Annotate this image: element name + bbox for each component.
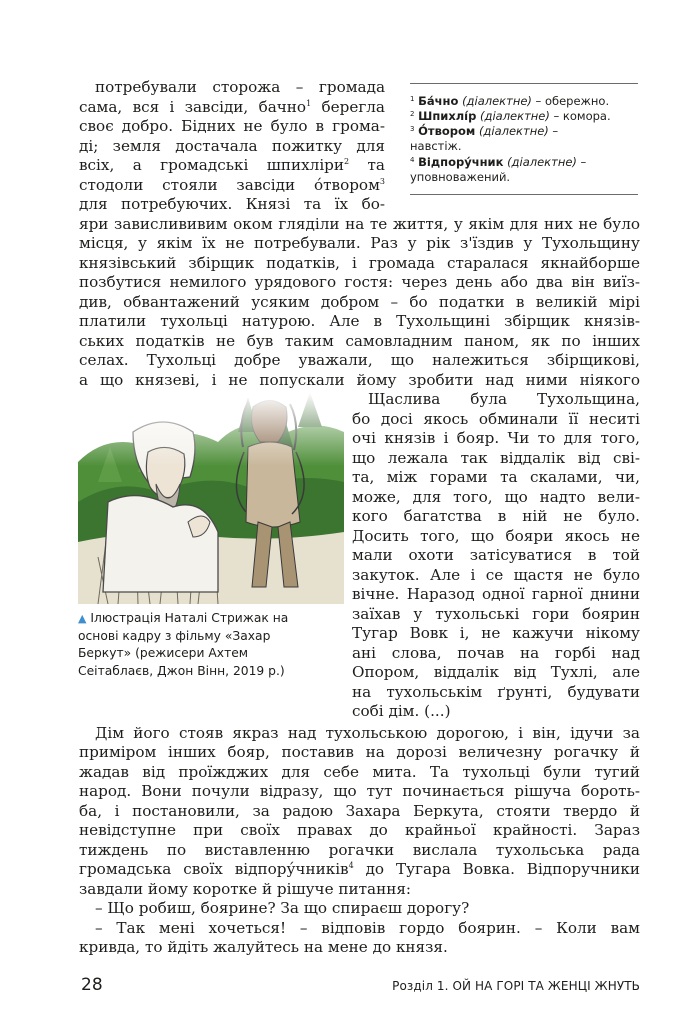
body-line: собі дім. (...) (352, 702, 451, 720)
footnote: $^2$ Шпихлі́р (діалектне) – комора. (410, 109, 611, 123)
body-line: кривда, то йдіть жалуйтесь на мене до князя. (79, 938, 448, 956)
body-line: позбутися немилого урядового гостя: через день або два він виїз- (79, 273, 640, 291)
body-line: місця, у якім їх не потребували. Раз у рік з'їздив у Тухольщину (79, 234, 640, 252)
body-line: народ. Вони почули відразу, що тут починається рішуча бороть- (79, 782, 640, 800)
body-line: потребували сторожа – громада (95, 78, 385, 96)
body-line: Щаслива була Тухольщина, (368, 390, 640, 408)
body-line: сама, вся і завсіди, бачно$^1$ берегла (79, 98, 385, 116)
body-line: громадська своїх відпору́чників$^4$ до Тугара Вовка. Відпоручники (79, 860, 640, 878)
illustration-caption (78, 610, 348, 680)
footnote-continued: навстіж. (410, 139, 462, 153)
body-line: – Так мені хочеться! – відповів гордо боярин. – Коли вам (95, 919, 640, 937)
body-line: ських податків не був таким самовладним паном, як по інших (79, 332, 640, 350)
body-line: мали охоти затісуватися в той (352, 546, 640, 564)
body-line: ані слова, почав на горбі над (352, 644, 640, 662)
footnote-continued: уповноважений. (410, 170, 511, 184)
body-line: своє добро. Бідних не було в грома- (79, 117, 385, 135)
body-line: заїхав у тухольські гори боярин (352, 605, 640, 623)
body-line: невідступне при своїх правах до крайньої крайності. Зараз (79, 821, 640, 839)
body-line: Дім його стояв якраз над тухольською дорогою, і він, ідучи за (95, 724, 640, 742)
body-line: Опором, віддалік від Тухлі, але (352, 663, 640, 681)
caption-line: Беркут» (режисери Ахтем (78, 646, 249, 661)
body-line: приміром інших бояр, поставив на дорозі величезну рогачку й (79, 743, 640, 761)
page-number: 28 (81, 975, 103, 995)
caption-line: ▲ Ілюстрація Наталі Стрижак на (78, 611, 289, 625)
body-line: яри завислививим оком глядiли на те життя, у якім для них не було (79, 215, 640, 233)
footnote: $^4$ Відпору́чник (діалектне) – (410, 155, 587, 169)
illustration-image (78, 392, 344, 604)
body-line: завдали йому коротке й рішуче питання: (79, 880, 412, 898)
body-line: селах. Тухольці добре уважали, що належиться збірщикові, (79, 351, 640, 369)
body-line: для потребуючих. Князі та їх бо- (79, 195, 385, 213)
body-line: бо досі якось обминали її неситі (352, 410, 640, 428)
body-line: закуток. Але і се щастя не було (352, 566, 640, 584)
body-line: що лежала так віддалік від сві- (352, 449, 640, 467)
body-line: а що князеві, і не попускали йому зробити над ними ніякого (79, 371, 640, 389)
body-line: на тухольськім ґрунті, будувати (352, 683, 640, 701)
body-line: – Що робиш, боярине? За що спираєш дорогу? (95, 899, 470, 917)
footnotes-box (410, 83, 638, 195)
body-line: платили тухольці натурою. Але в Тухольщині збірщик князів- (79, 312, 640, 330)
running-head: Розділ 1. ОЙ НА ГОРІ ТА ЖЕНЦІ ЖНУТЬ (392, 979, 640, 993)
footnote: $^1$ Ба́чно (діалектне) – обережно. (410, 94, 610, 108)
body-line: всіх, а громадські шпихліри$^2$ та (79, 156, 385, 174)
body-line: див, обвантажений усяким добром – бо податки в великій мірі (79, 293, 640, 311)
body-line: князівський збірщик податків, і громада старалася якнайборше (79, 254, 640, 272)
body-line: стодоли стояли завсіди о́твором$^3$ (79, 176, 385, 194)
body-line: вічне. Наразод одної гарної днини (352, 585, 640, 603)
body-line: кого багатства в ній не було. (352, 507, 640, 525)
caption-line: Сеітаблаєв, Джон Вінн, 2019 р.) (78, 663, 285, 678)
body-line: тиждень по виставленню рогачки вислала тухольська рада (79, 841, 640, 859)
footnote: $^3$ О́твором (діалектне) – (410, 124, 559, 138)
body-line: ді; земля достачала пожитку для (79, 137, 385, 155)
caption-line: основі кадру з фільму «Захар (78, 628, 271, 643)
triangle-marker-icon: ▲ (78, 612, 87, 625)
body-line: ба, і постановили, за радою Захара Беркута, стояти твердо й (79, 802, 640, 820)
illustration-drawing (78, 392, 344, 604)
body-line: Тугар Вовк і, не кажучи нікому (352, 624, 640, 642)
body-line: жадав від проїжджих для себе мита. Та тухольці були тугий (79, 763, 640, 781)
body-line: Досить того, що бояри якось не (352, 527, 640, 545)
body-line: очі князів і бояр. Чи то для того, (352, 429, 640, 447)
body-line: та, між горами та скалами, чи, (352, 468, 640, 486)
body-line: може, для того, що надто вели- (352, 488, 640, 506)
